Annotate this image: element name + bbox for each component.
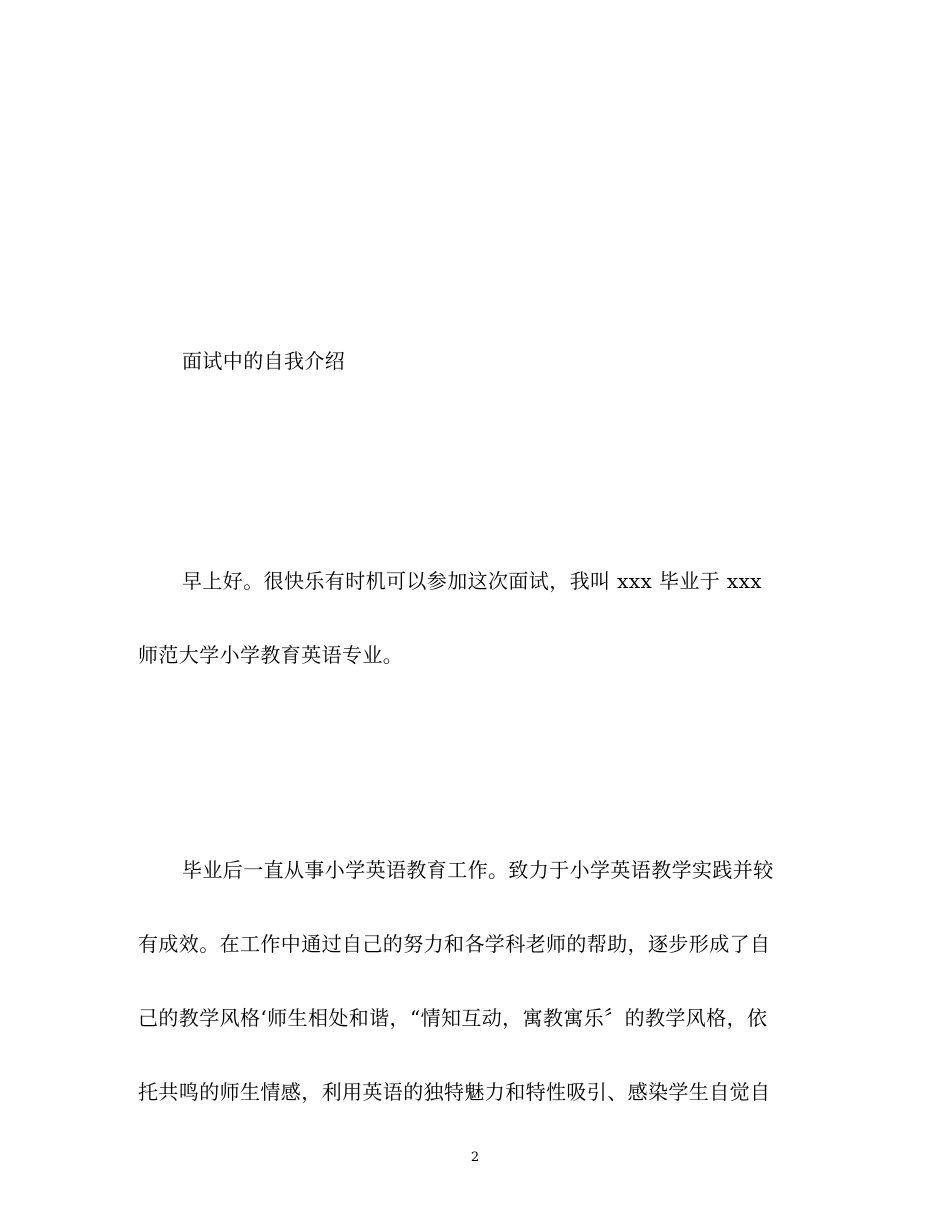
paragraph-line: 师范大学小学教育英语专业。 — [138, 643, 404, 667]
paragraph-line: 己的教学风格‘师生相处和谐，“情知互动，寓教寓乐〞的教学风格，依 — [138, 1006, 768, 1030]
paragraph-line: 毕业后一直从事小学英语教育工作。致力于小学英语教学实践并较 — [182, 858, 774, 882]
paragraph-line: 托共鸣的师生情感，利用英语的独特魅力和特性吸引、感染学生自觉自 — [138, 1080, 771, 1104]
paragraph-line: 早上好。很快乐有时机可以参加这次面试，我叫 xxx 毕业于 xxx — [182, 569, 762, 593]
paragraph-line: 有成效。在工作中通过自己的努力和各学科老师的帮助，逐步形成了自 — [138, 932, 771, 956]
page-number: 2 — [470, 1150, 480, 1165]
document-title: 面试中的自我介绍 — [182, 349, 346, 373]
